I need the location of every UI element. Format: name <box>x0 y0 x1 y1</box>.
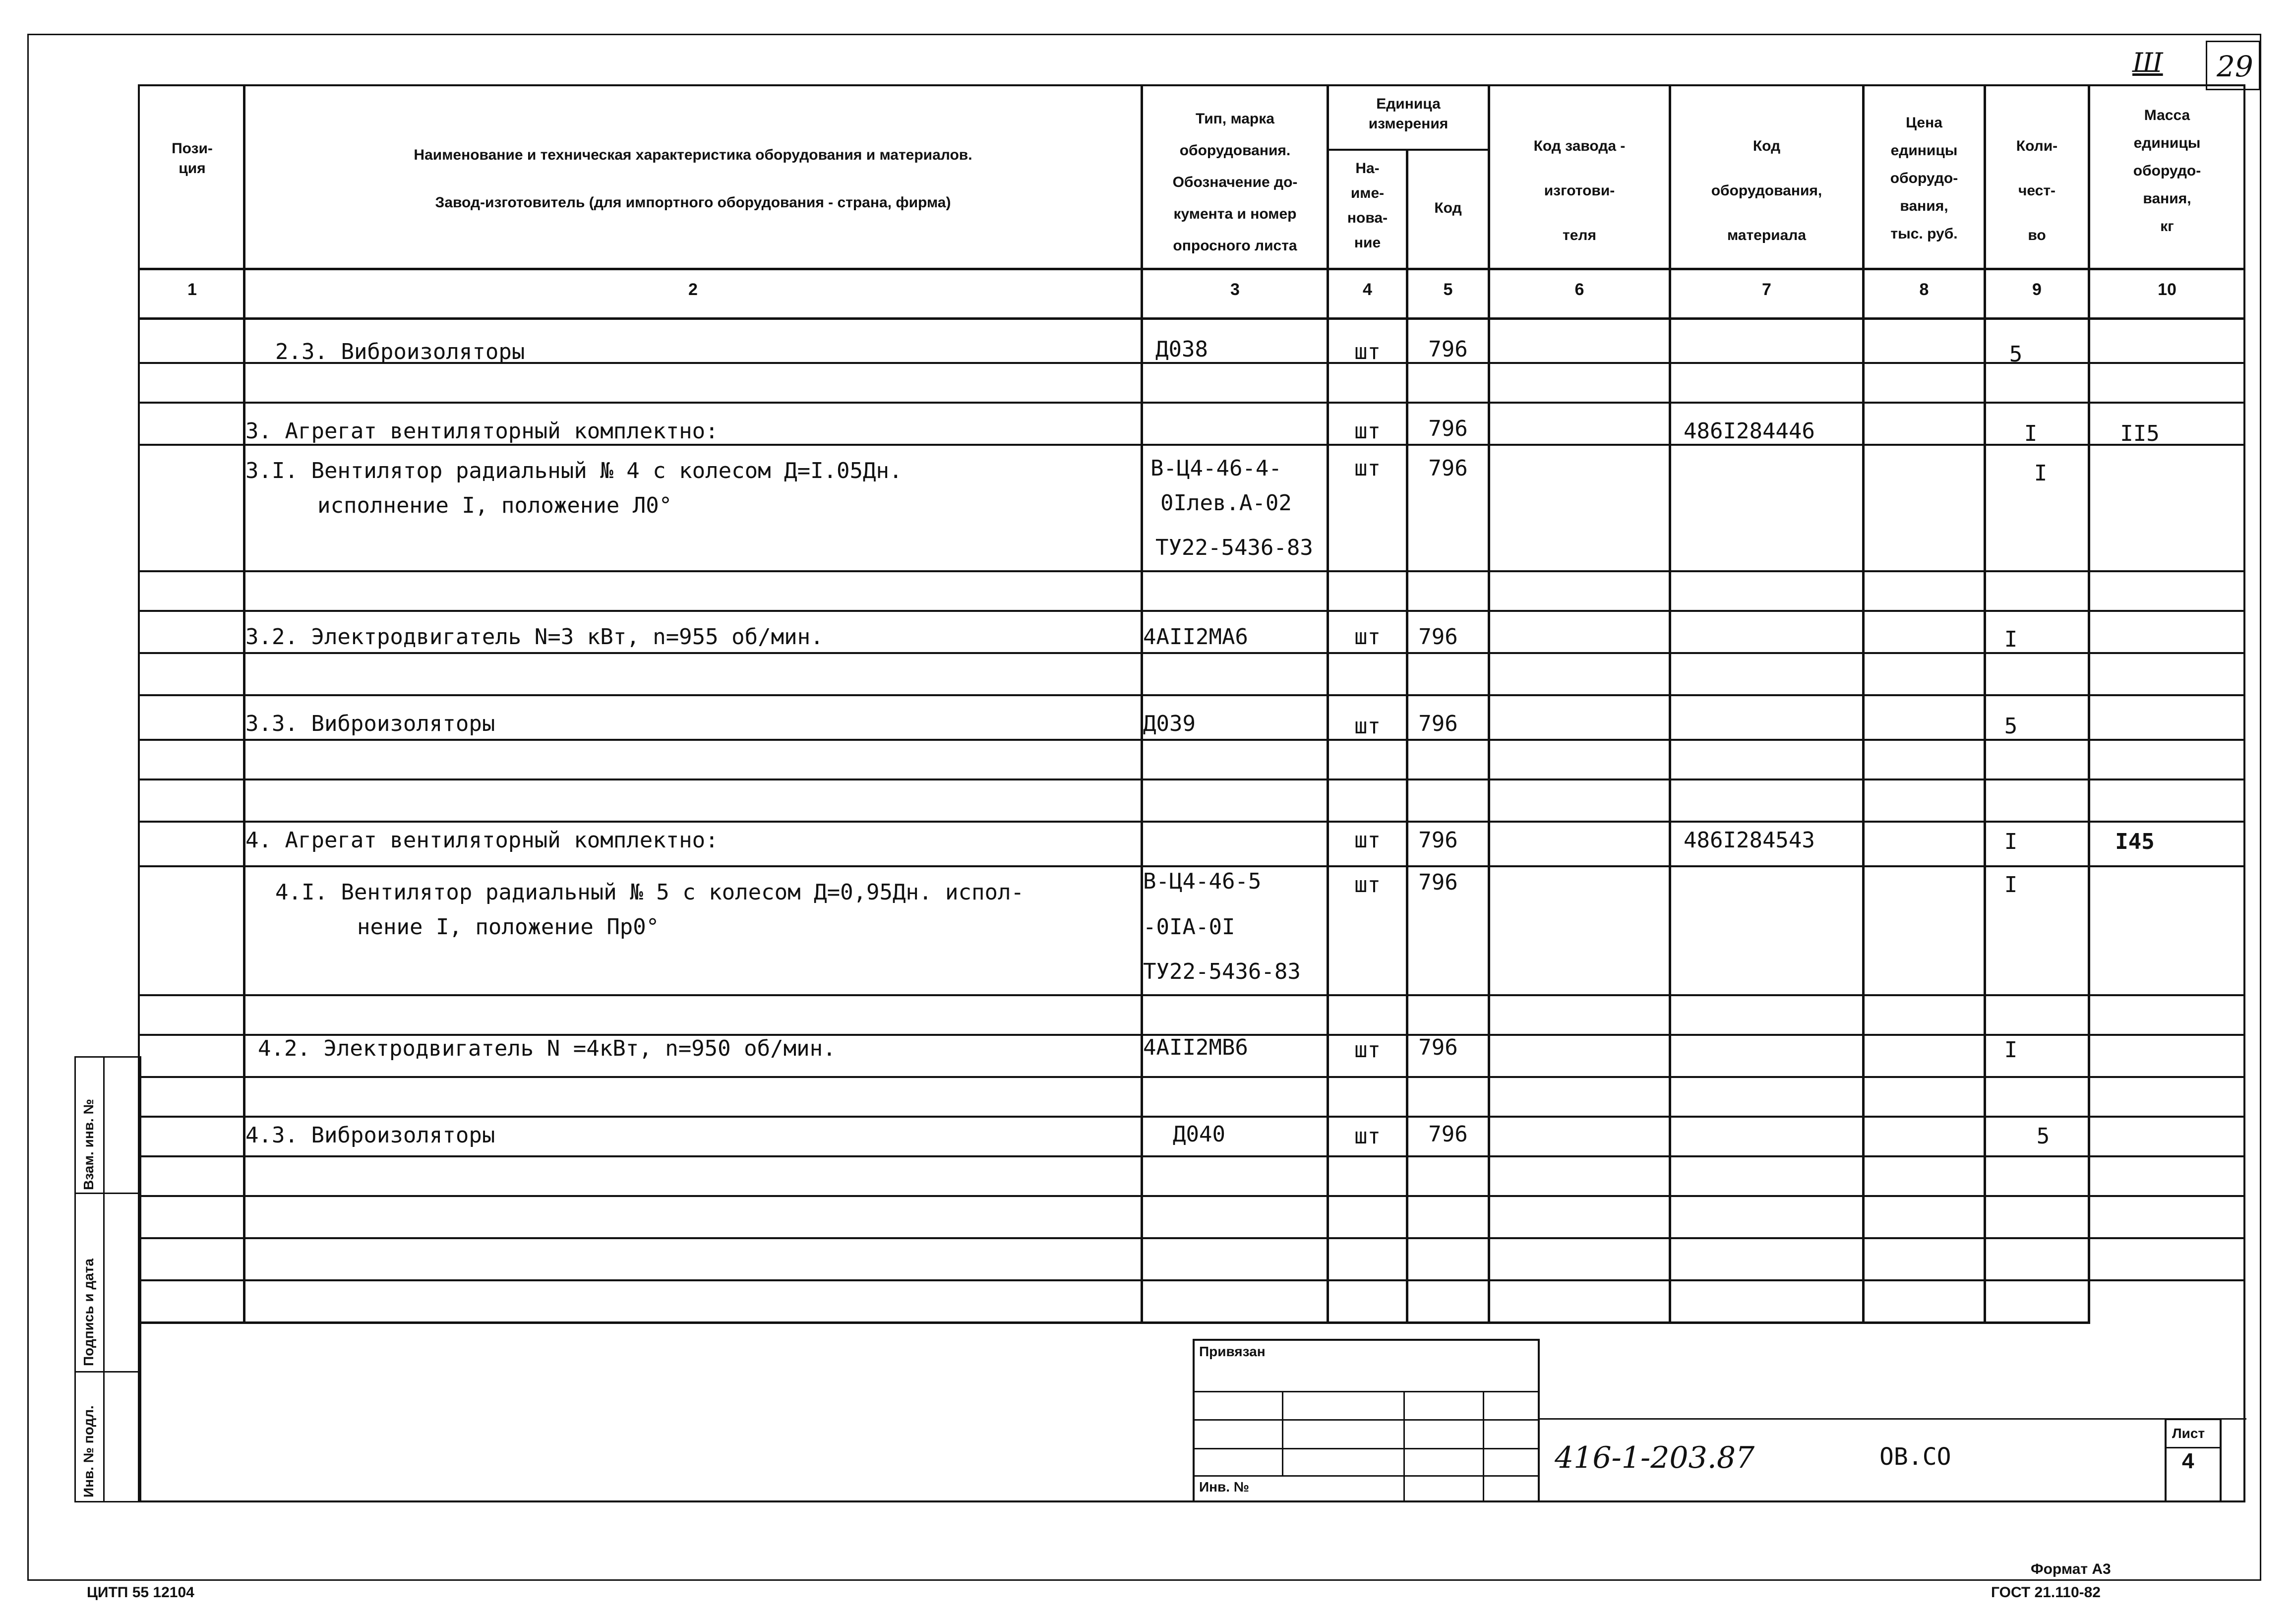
table-row-name: 3.3. Виброизоляторы <box>245 711 495 736</box>
table-row-type: 4АII2МВ6 <box>1143 1035 1248 1060</box>
table-row-type: Д038 <box>1155 337 1208 362</box>
row-line <box>138 1155 2245 1157</box>
footer-left: ЦИТП 55 12104 <box>87 1584 194 1601</box>
col-number: 10 <box>2158 280 2176 299</box>
table-row-unit: шт <box>1354 419 1381 444</box>
col-line-2 <box>1141 84 1143 1324</box>
side-stamp-line <box>74 1371 141 1373</box>
table-row-type: Д040 <box>1173 1122 1225 1147</box>
row-line <box>138 402 2245 404</box>
inv-label: Инв. № <box>1199 1479 1250 1495</box>
table-row-qty: I <box>2004 872 2018 898</box>
table-row-code: 796 <box>1428 456 1468 481</box>
document-code: 416-1-203.87 <box>1555 1440 1755 1475</box>
col-line-5 <box>1488 84 1490 1324</box>
row-line <box>138 1279 2245 1281</box>
header-unit-code: Код <box>1434 200 1462 216</box>
table-row-code: 796 <box>1418 711 1458 736</box>
table-row-qty: 5 <box>2009 342 2023 367</box>
table-row-code: 796 <box>1418 870 1458 895</box>
row-line <box>138 779 2245 780</box>
col-line-7 <box>1862 84 1865 1324</box>
header-unit-name: На- име- нова- ние <box>1347 160 1388 251</box>
table-row-qty: I <box>2004 1037 2018 1063</box>
table-row-name: 4.I. Вентилятор радиальный № 5 с колесом Д=0,95Дн. испол- <box>275 880 1024 905</box>
sheet-box-line <box>2165 1447 2222 1448</box>
col-number: 3 <box>1230 280 1240 299</box>
side-stamp-divider <box>103 1056 105 1502</box>
sheet-label: Лист <box>2172 1426 2205 1441</box>
side-stamp-signature-date: Подпись и дата <box>81 1258 96 1366</box>
col-number: 2 <box>688 280 698 299</box>
header-type: Тип, марка оборудования. Обозначение до- кумента и номер опросного листа <box>1172 111 1298 254</box>
row-line <box>138 1076 2245 1078</box>
table-row-code: 796 <box>1428 337 1468 362</box>
table-row-unit: шт <box>1354 714 1381 739</box>
col-number: 8 <box>1919 280 1929 299</box>
stamp-line <box>1193 1419 1540 1421</box>
row-line <box>138 652 2245 654</box>
row-line <box>138 739 2245 741</box>
table-row-qty: I <box>2004 829 2018 854</box>
title-block-stamp <box>1193 1339 1540 1502</box>
table-row-qty: I <box>2024 421 2038 446</box>
table-row-code: 796 <box>1418 828 1458 853</box>
linked-label: Привязан <box>1199 1344 1266 1359</box>
table-row-unit: шт <box>1354 872 1381 898</box>
table-row-qty: I <box>2034 461 2048 486</box>
row-line <box>138 821 2245 823</box>
colnum-bottom-line <box>138 317 2245 320</box>
header-equipment-code: Код оборудования, материала <box>1711 138 1822 243</box>
row-line <box>138 1116 2245 1118</box>
table-row-qty: 5 <box>2036 1124 2050 1149</box>
header-bottom-line <box>138 268 2245 270</box>
corner-sheet-number: 29 <box>2217 50 2253 83</box>
stamp-vline <box>1403 1391 1405 1502</box>
table-row-unit: шт <box>1354 1124 1381 1149</box>
table-row-unit: шт <box>1354 456 1381 481</box>
table-row-unit: шт <box>1354 828 1381 853</box>
table-row-type: Д039 <box>1143 711 1196 736</box>
table-row-type: В-Ц4-46-5 <box>1143 869 1262 894</box>
table-row-equipment-code: 486I284446 <box>1684 419 1815 444</box>
row-line <box>138 994 2245 996</box>
row-line <box>138 1195 2245 1197</box>
table-row-name: 2.3. Виброизоляторы <box>275 339 525 364</box>
col-number: 1 <box>187 280 197 299</box>
table-row-qty: I <box>2004 627 2018 652</box>
row-line <box>138 694 2245 696</box>
side-stamp-replace-inv: Взам. инв. № <box>81 1099 96 1190</box>
table-row-code: 796 <box>1418 1035 1458 1060</box>
table-row-mass: II5 <box>2120 421 2160 446</box>
table-row-name: 4.2. Электродвигатель N =4кВт, n=950 об/мин. <box>258 1036 836 1061</box>
table-row-qty: 5 <box>2004 714 2018 739</box>
table-row-code: 796 <box>1428 416 1468 441</box>
table-row-name: 3.I. Вентилятор радиальный № 4 с колесом Д=I.05Дн. <box>245 458 903 483</box>
header-unit-group: Единица измерения <box>1368 96 1449 132</box>
footer-gost: ГОСТ 21.110-82 <box>1991 1584 2101 1601</box>
table-row-unit: шт <box>1354 624 1381 650</box>
stamp-line <box>1193 1448 1540 1449</box>
table-bottom-line <box>138 1321 2089 1324</box>
side-stamp-line <box>74 1193 141 1194</box>
table-row-code: 796 <box>1428 1122 1468 1147</box>
title-block-top-line <box>1540 1418 2246 1420</box>
stamp-line <box>1193 1475 1540 1477</box>
table-row-unit: шт <box>1354 339 1381 364</box>
col-number: 5 <box>1443 280 1453 299</box>
footer-format: Формат А3 <box>2031 1561 2111 1577</box>
header-position: Пози- ция <box>172 140 213 177</box>
header-name: Наименование и техническая характеристика оборудования и материалов. Завод-изготовитель (для импортного оборудования - страна, фирма) <box>414 147 972 211</box>
table-row-name: исполнение I, положение Л0° <box>317 493 672 518</box>
table-row-type: ТУ22-5436-83 <box>1155 535 1313 560</box>
document-mark: ОВ.СО <box>1879 1443 1951 1471</box>
table-row-name: 4. Агрегат вентиляторный комплектно: <box>245 828 719 853</box>
stamp-vline <box>1483 1391 1484 1502</box>
col-number: 9 <box>2032 280 2042 299</box>
row-line <box>138 570 2245 572</box>
table-row-code: 796 <box>1418 624 1458 650</box>
table-row-name: нение I, положение Пр0° <box>357 914 660 940</box>
table-row-name: 3. Агрегат вентиляторный комплектно: <box>245 419 719 444</box>
table-row-type: ТУ22-5436-83 <box>1143 959 1301 984</box>
stamp-line <box>1193 1391 1540 1392</box>
table-row-name: 3.2. Электродвигатель N=3 кВт, n=955 об/мин. <box>245 624 824 650</box>
header-quantity: Коли- чест- во <box>2016 138 2058 243</box>
table-row-type: 0Iлев.А-02 <box>1160 490 1292 516</box>
table-row-type: 4АII2МА6 <box>1143 624 1248 650</box>
table-row-mass: I45 <box>2115 829 2155 854</box>
col-number: 4 <box>1363 280 1372 299</box>
header-price: Цена единицы оборудо- вания, тыс. руб. <box>1890 115 1958 242</box>
row-line <box>138 1237 2245 1239</box>
side-stamp-inv-original: Инв. № подл. <box>81 1405 96 1497</box>
header-plant-code: Код завода - изготови- теля <box>1533 138 1626 243</box>
row-line <box>138 610 2245 612</box>
col-line-6 <box>1669 84 1671 1324</box>
stamp-vline <box>1282 1391 1283 1475</box>
header-mass: Масса единицы оборудо- вания, кг <box>2133 107 2201 235</box>
table-row-type: -0IА-0I <box>1143 914 1235 940</box>
table-row-unit: шт <box>1354 1037 1381 1063</box>
table-row-type: В-Ц4-46-4- <box>1150 456 1282 481</box>
sheet-value: 4 <box>2182 1449 2194 1473</box>
col-number: 7 <box>1762 280 1771 299</box>
col-number: 6 <box>1574 280 1584 299</box>
table-row-name: 4.3. Виброизоляторы <box>245 1123 495 1148</box>
table-row-equipment-code: 486I284543 <box>1684 828 1815 853</box>
corner-mark: Ш <box>2132 47 2163 78</box>
